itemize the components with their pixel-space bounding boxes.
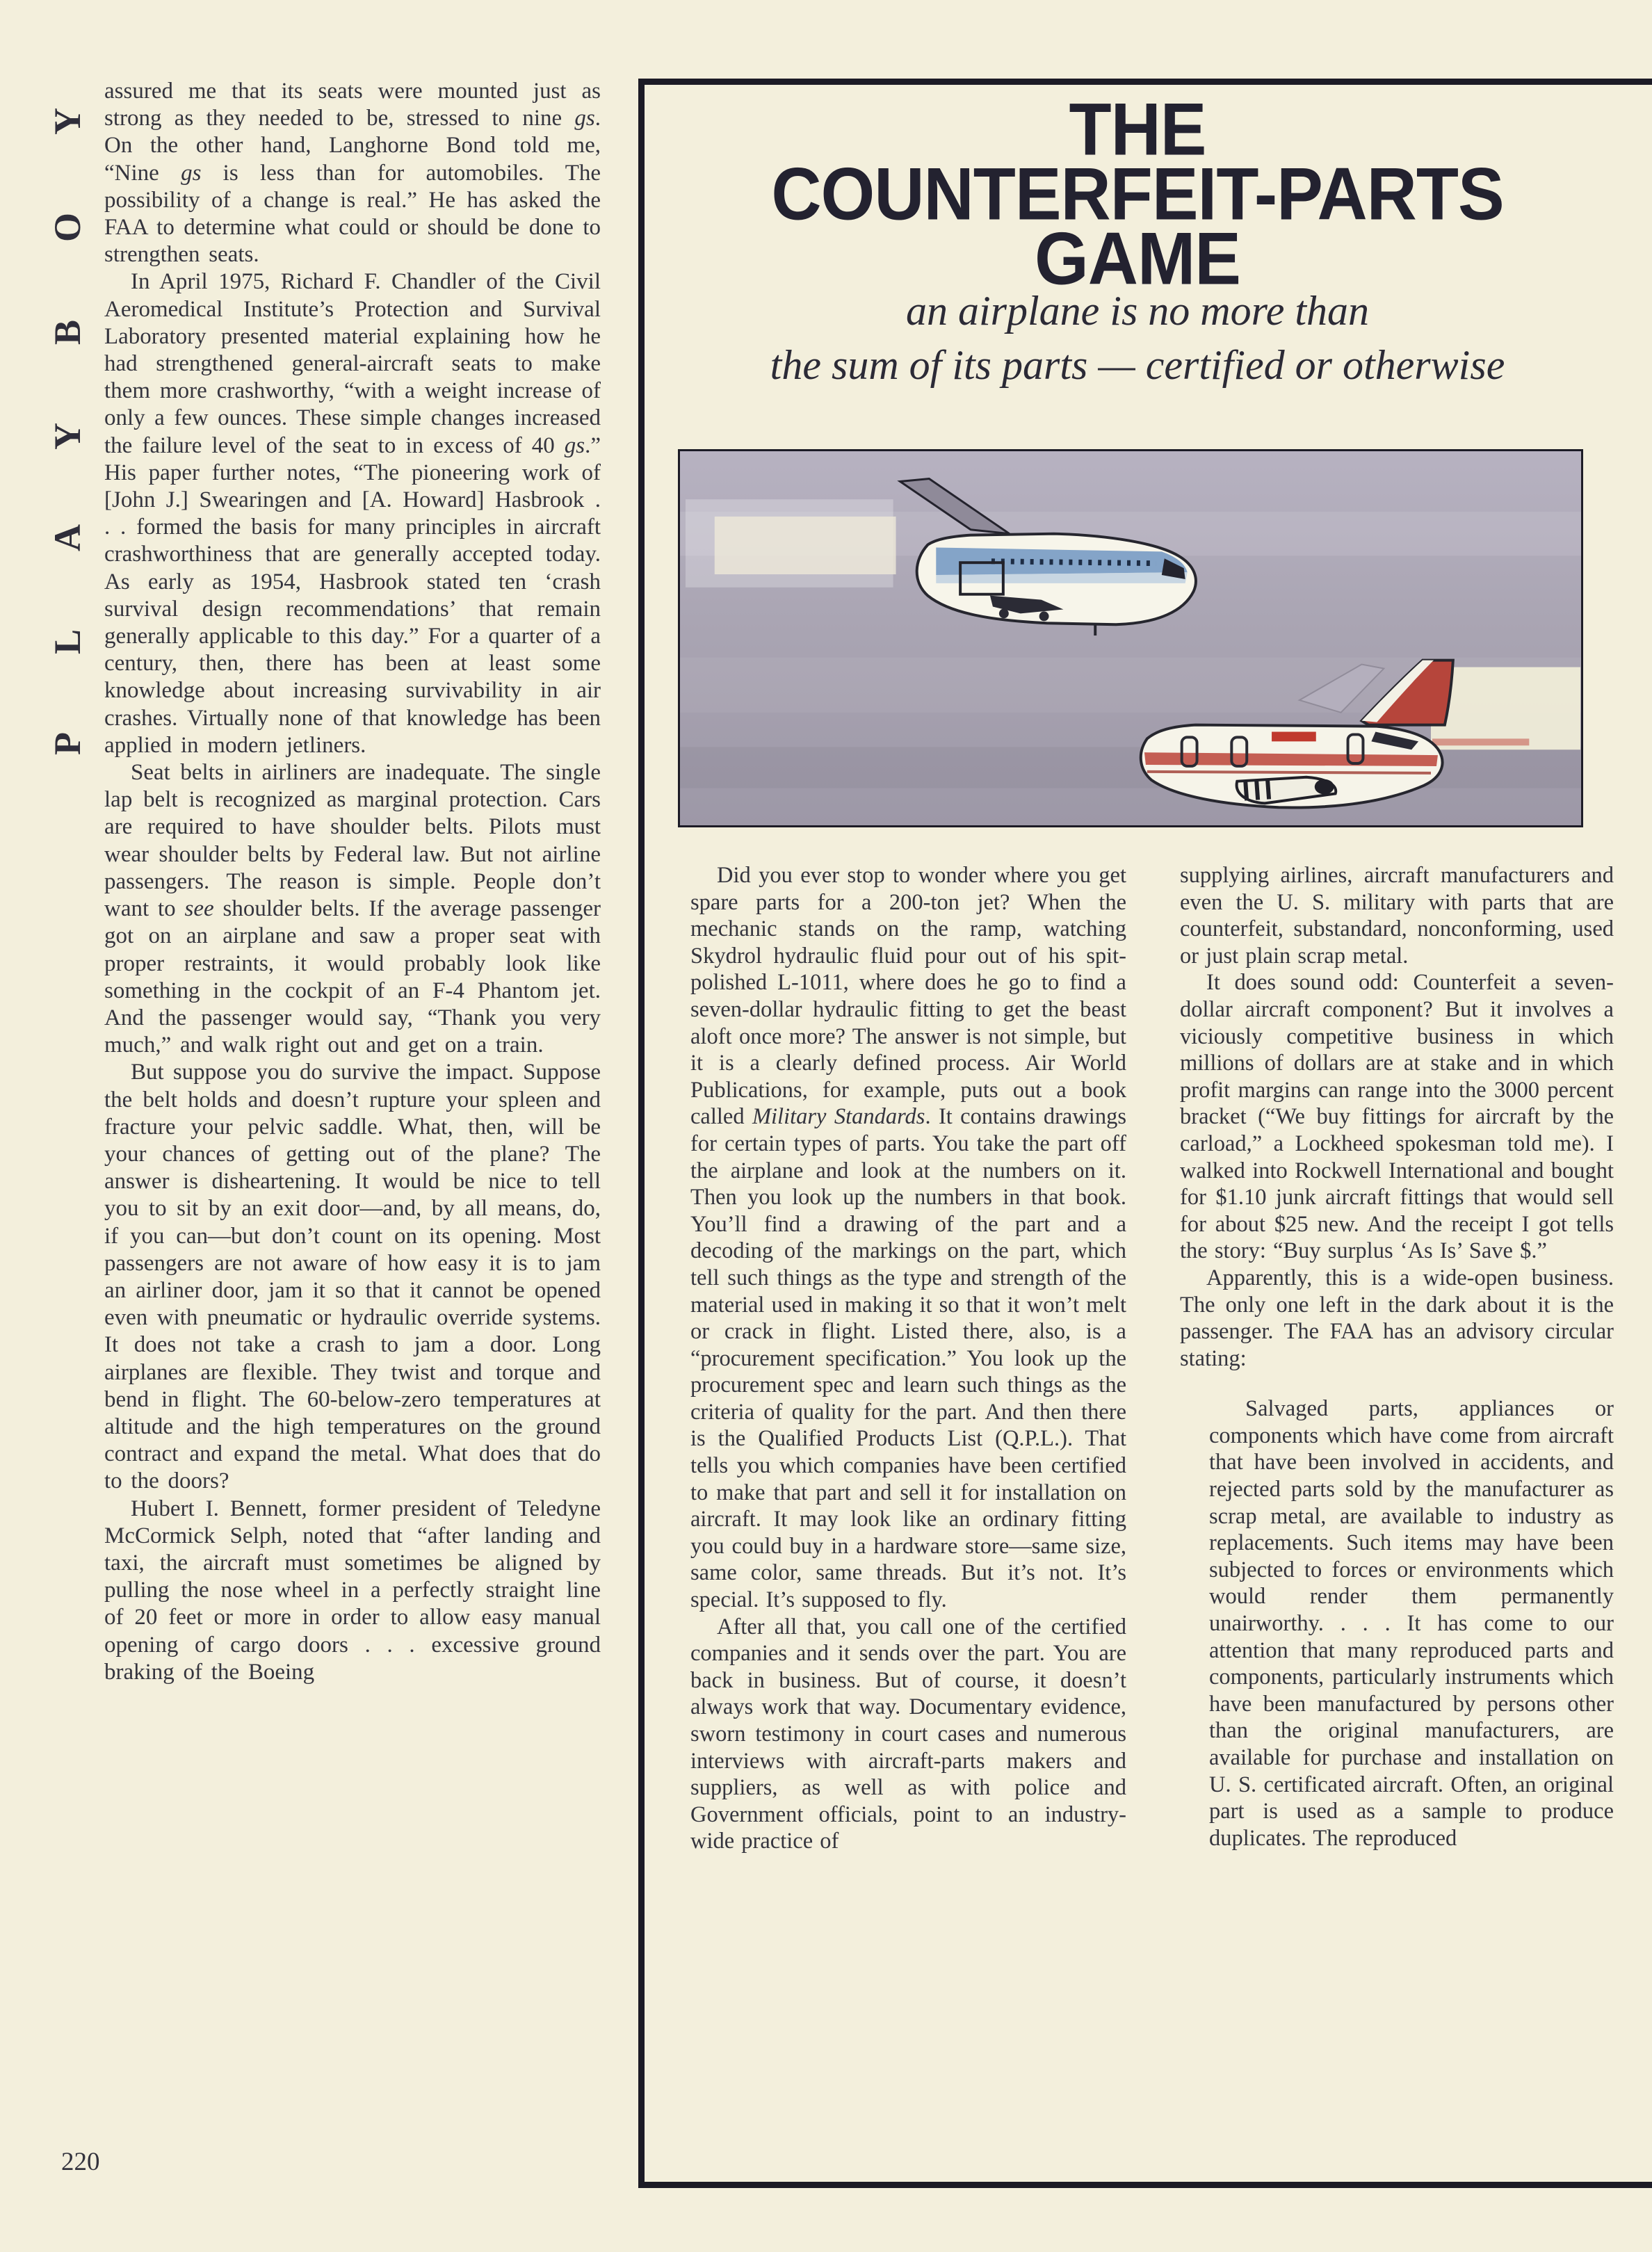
feature-subtitle [644,284,1631,392]
paragraph: assured me that its seats were mounted just as strong as they needed to be, stressed to nine gs. On the other hand, Langhorne Bond told me, “Nine gs is less than for automobiles. The possibility of a change is real.” He has asked the FAA to determine what could or should be done to strengthen seats. [104,79,601,268]
feature-subtitle-line-1: an airplane is no more than [905,288,1370,334]
playboy-masthead-vertical: PLAYBOY [47,29,88,755]
paragraph: In April 1975, Richard F. Chandler of the Civil Aeromedical Institute’s Protection and Survival Laboratory presented material explaining how he had strengthened general-aircraft seats to make them more crashworthy, “with a weight increase of only a few ounces. These simple changes increased the failure level of the seat to in excess of 40 gs.” His paper further notes, “The pioneering work of [John J.] Swearingen and [A. Howard] Hasbrook . . . formed the basis for many principles in aircraft crashworthiness that are generally accepted today. As early as 1954, Hasbrook stated ten ‘crash survival design recommendations’ that remain generally applicable to this day.” For a quarter of a century, then, there has been at least some knowledge about increasing survivability in air crashes. Virtually none of that knowledge has been applied in modern jetliners. [104,269,601,758]
left-article-column [104,78,601,1686]
feature-title-line-3: GAME [1035,217,1240,300]
paragraph: After all that, you call one of the certified companies and it sends over the part. You are back in business. But of course, it doesn’t always work that way. Documentary evidence, sworn testimony in court cases and numerous interviews with aircraft-parts makers and suppliers, as well as with police and Government officials, point to an industry-wide practice of [690,1614,1126,1854]
blockquote-paragraph: Salvaged parts, appliances or components which have come from aircraft that have been involved in accidents, and rejected parts sold by the manufacturer as scrap metal, are available to industry as replacements. Such items may have been subjected to forces or environments which would render them permanently unairworthy. . . . It has come to our attention that many reproduced parts and components, particularly instruments which have been manufactured by persons other than the original manufacturers, are available for purchase and installation on U. S. certificated aircraft. Often, an original part is used as a sample to produce duplicates. The reproduced [1209,1396,1614,1851]
paragraph: But suppose you do survive the impact. Suppose the belt holds and doesn’t rupture your spleen and fracture your pelvic saddle. What, then, will be your chances of getting out of the plane? The answer is disheartening. It would be nice to tell you to sit by an exit door—and, by all means, do, if you can—but don’t count on its opening. Most passengers are not aware of how easy it is to jam an airliner door, jam it so that it cannot be opened even with pneumatic or hydraulic override systems. It does not take a crash to jam a door. Long airplanes are flexible. They twist and torque and bend in flight. The 60-below-zero temperatures at altitude and the high temperatures on the ground contract and expand the metal. What does that do to the doors? [104,1060,601,1494]
paragraph: It does sound odd: Counterfeit a seven-dollar aircraft component? But it involves a viciously competitive business in which millions of dollars are at stake and in which profit margins can range into the 3000 percent bracket (“We buy fittings for aircraft by the carload,” a Lockheed spokesman told me). I walked into Rockwell International and bought for $1.10 junk aircraft fittings that would sell for about $25 new. And the receipt I got tells the story: “Buy surplus ‘As Is’ Save $.” [1180,970,1614,1264]
feature-title [644,88,1631,300]
illustration-canvas [680,451,1581,825]
paragraph: Apparently, this is a wide-open business. The only one left in the dark about it is the passenger. The FAA has an advisory circular stating: [1180,1265,1614,1371]
feature-right-column [1180,862,1614,1852]
feature-subtitle-line-2: the sum of its parts — certified or otherwise [770,342,1505,388]
paragraph: supplying airlines, aircraft manufacturers and even the U. S. military with parts that are counterfeit, substandard, nonconforming, used or just plain scrap metal. [1180,863,1614,969]
feature-middle-column [690,862,1126,1855]
paragraph: Seat belts in airliners are inadequate. The single lap belt is recognized as marginal protection. Cars are required to have shoulder belts. Pilots must wear shoulder belts by Federal law. But not airline passengers. The reason is simple. People don’t want to see shoulder belts. If the average passenger got on an airplane and saw a proper seat with proper restraints, it would probably look like something in the cockpit of an F-4 Phantom jet. And the passenger would say, “Thank you very much,” and walk right out and get on a train. [104,760,601,1058]
feature-title-line-2: COUNTERFEIT-PARTS [771,152,1504,236]
feature-title-line-1: THE [1069,88,1206,171]
airplane-parts-illustration [678,449,1583,827]
paragraph: Did you ever stop to wonder where you get spare parts for a 200-ton jet? When the mechanic stands on the ramp, watching Skydrol hydraulic fluid pour out of his spit-polished L-1011, where does he go to find a seven-dollar hydraulic fitting to get the beast aloft once more? The answer is not simple, but it is a clearly defined process. Air World Publications, for example, puts out a book called Military Standards. It contains drawings for certain types of parts. You take the part off the airplane and look at the numbers on it. Then you look up the numbers in that book. You’ll find a drawing of the part and a decoding of the markings on the part, which tell such things as the type and strength of the material used in making it so that it won’t melt or crack in flight. Listed there, also, is a “procurement specification.” You look up the procurement spec and learn such things as the criteria of quality for the part. And then there is the Qualified Products List (Q.P.L.). That tells you which companies have been certified to make that part and sell it for installation on aircraft. It may look like an ordinary fitting you could buy in a hardware store—same size, same color, same threads. But it’s not. It’s special. It’s supposed to fly. [690,863,1126,1613]
page-number: 220 [61,2148,100,2176]
paragraph: Hubert I. Bennett, former president of Teledyne McCormick Selph, noted that “after landing and taxi, the aircraft must sometimes be aligned by pulling the nose wheel in a perfectly straight line of 20 feet or more in order to allow easy manual opening of cargo doors . . . excessive ground braking of the Boeing [104,1496,601,1685]
